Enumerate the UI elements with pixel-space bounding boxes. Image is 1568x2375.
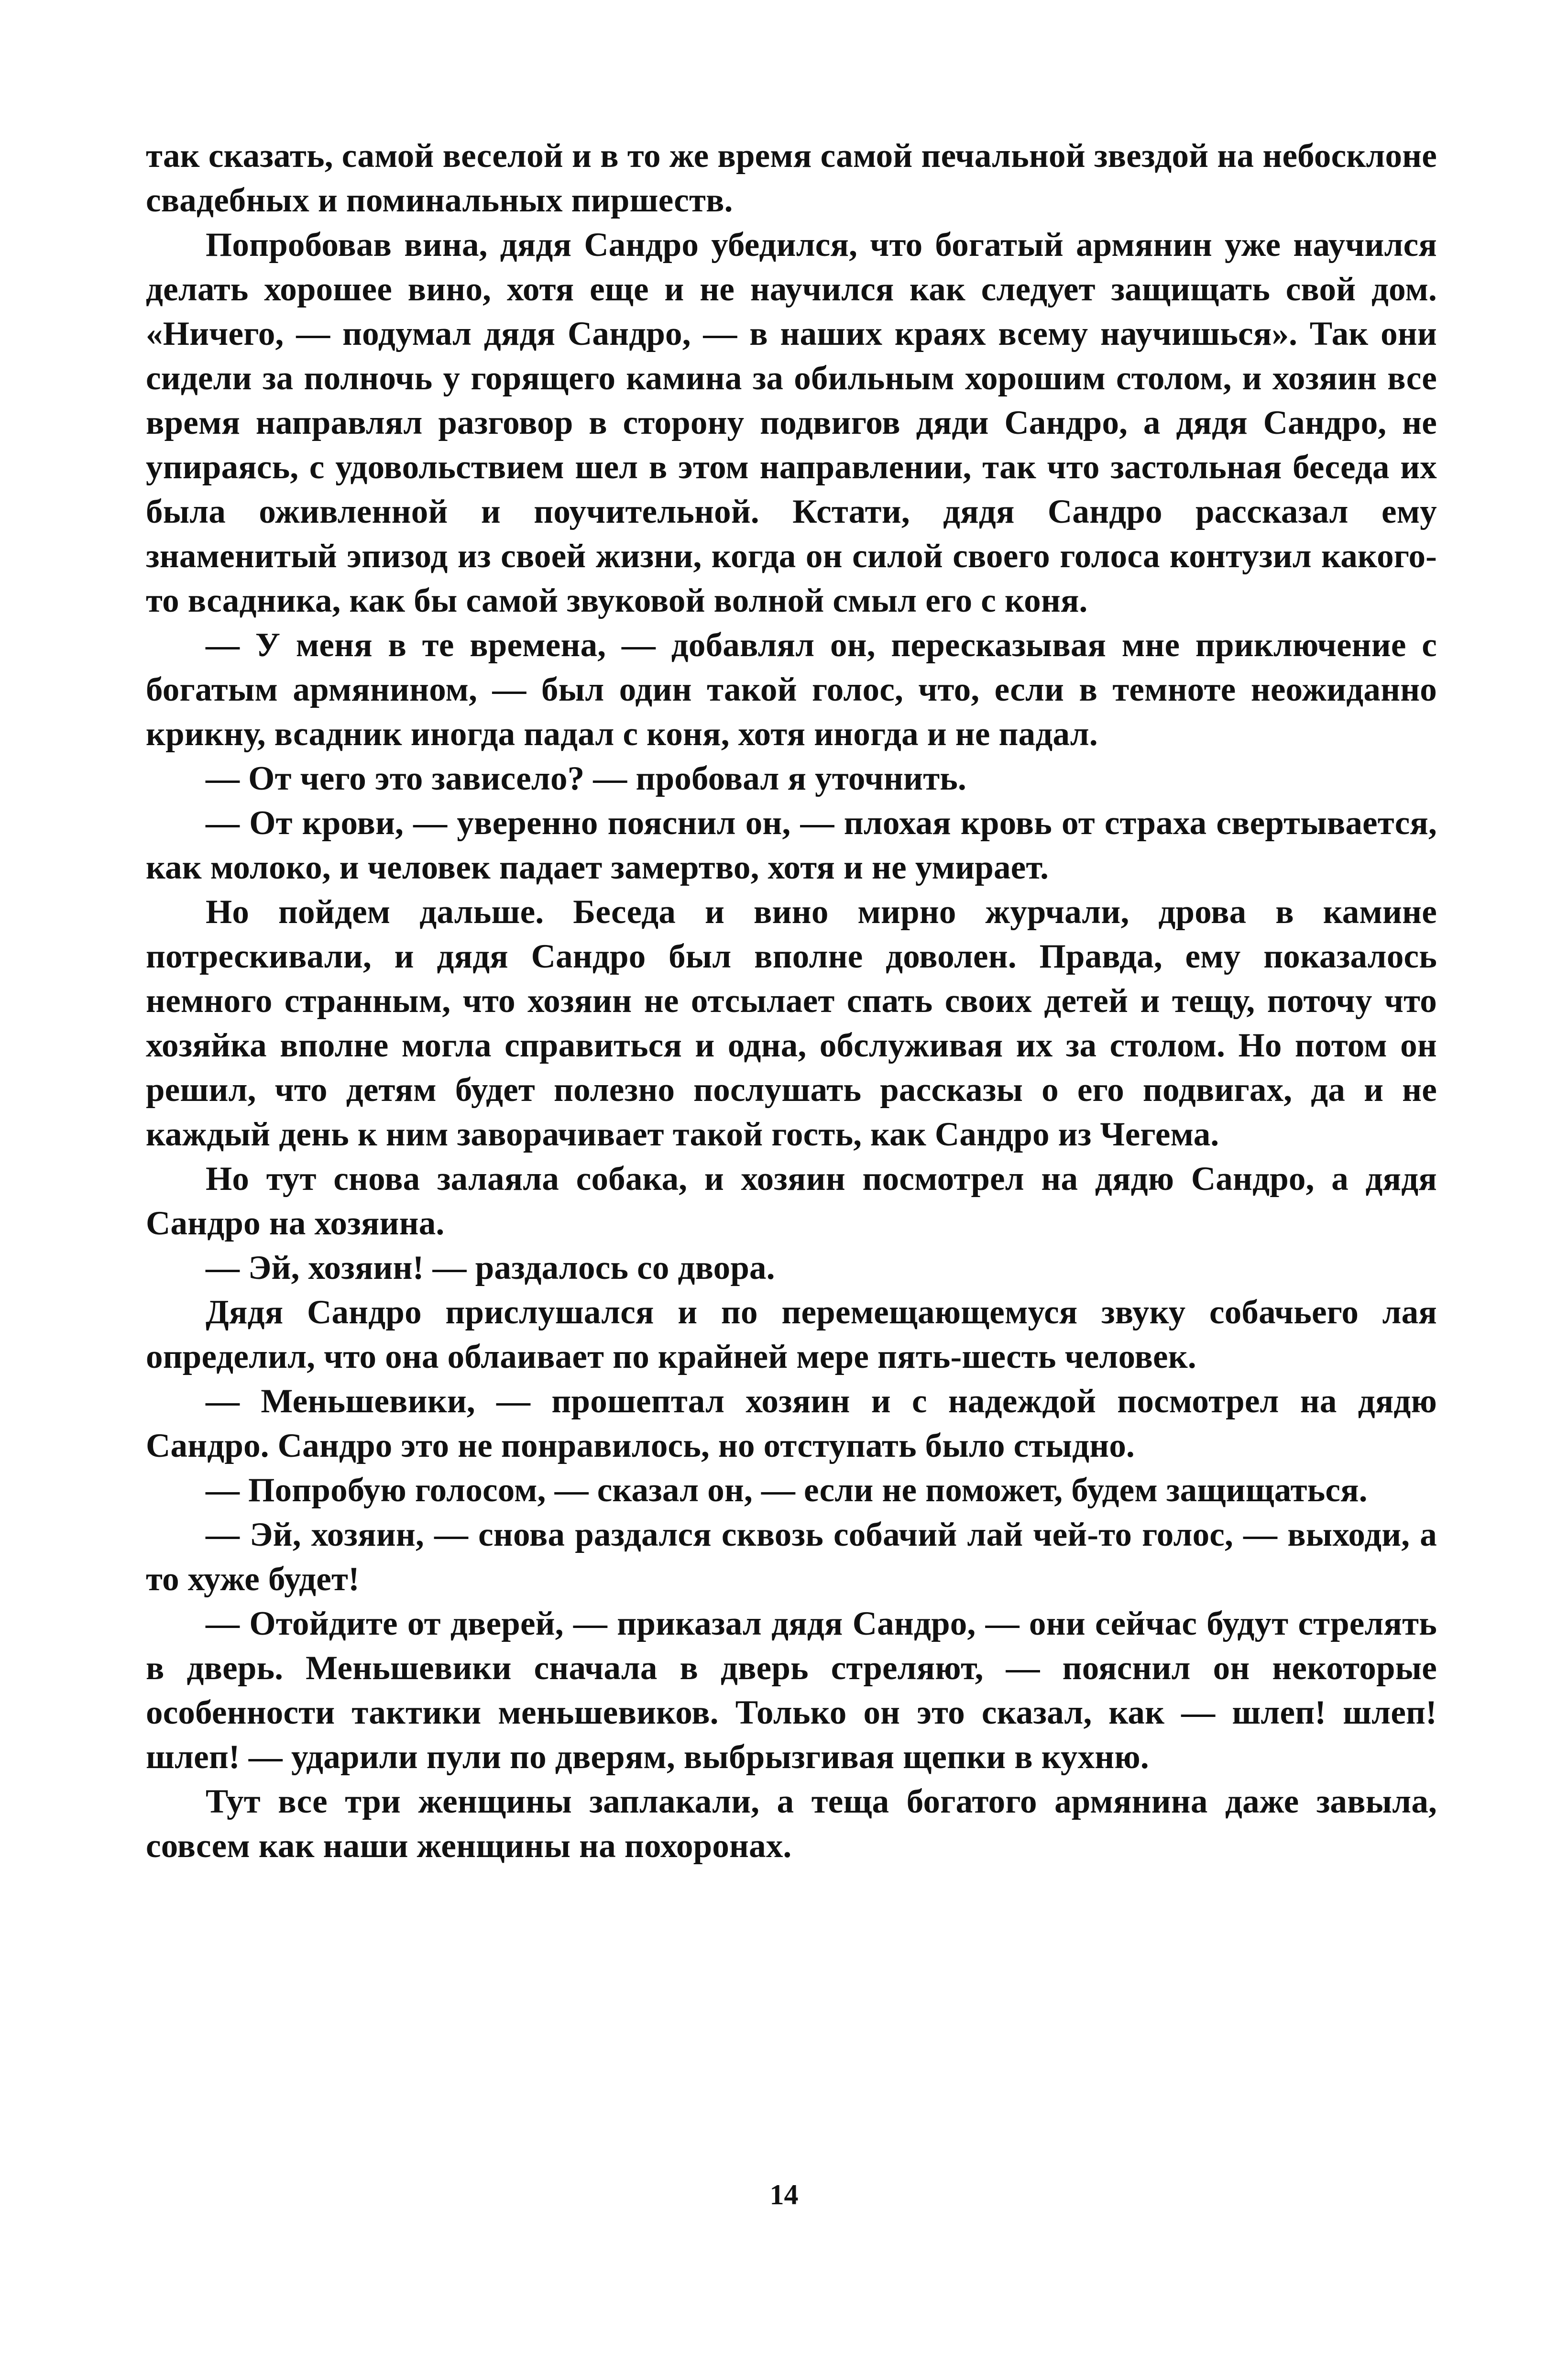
paragraph-8: — Эй, хозяин! — раздалось со двора. [206, 1249, 775, 1286]
paragraph-14: Тут все три женщины заплакали, а теща богатого армянина даже завыла, совсем как наши женщины на похоронах. [146, 1783, 1437, 1865]
paragraph-7: Но тут снова залаяла собака, и хозяин посмотрел на дядю Сандро, а дядя Сандро на хозяина. [146, 1160, 1437, 1242]
paragraph-12: — Эй, хозяин, — снова раздался сквозь собачий лай чей-то голос, — выходи, а то хуже будет! [146, 1516, 1437, 1598]
paragraph-11: — Попробую голосом, — сказал он, — если не поможет, будем защищаться. [206, 1472, 1368, 1509]
paragraph-4: — От чего это зависело? — пробовал я уточнить. [206, 760, 966, 797]
page-number: 14 [769, 2179, 799, 2210]
paragraph-1: так сказать, самой веселой и в то же время самой печальной звездой на небосклоне свадебных и поминальных пиршеств. [146, 137, 1437, 219]
paragraph-9: Дядя Сандро прислушался и по перемещающемуся звуку собачьего лая определил, что она облаивает по крайней мере пять-шесть человек. [146, 1294, 1437, 1375]
paragraph-13: — Отойдите от дверей, — приказал дядя Сандро, — они сейчас будут стрелять в дверь. Меньшевики сначала в дверь стреляют, — пояснил он некоторые особенности тактики меньшевиков. Только он это сказал, как — шлеп! шлеп! шлеп! — ударили пули по дверям, выбрызгивая щепки в кухню. [146, 1605, 1437, 1776]
page-body [146, 134, 1437, 1869]
paragraph-5: — От крови, — уверенно пояснил он, — плохая кровь от страха свертывается, как молоко, и человек падает замертво, хотя и не умирает. [146, 804, 1437, 886]
paragraph-3: — У меня в те времена, — добавлял он, пересказывая мне приключение с богатым армянином, — был один такой голос, что, если в темноте неожиданно крикну, всадник иногда падал с коня, хотя иногда и не падал. [146, 627, 1437, 753]
paragraph-6: Но пойдем дальше. Беседа и вино мирно журчали, дрова в камине потрескивали, и дядя Сандро был вполне доволен. Правда, ему показалось немного странным, что хозяин не отсылает спать своих детей и тещу, поточу что хозяйка вполне могла справиться и одна, обслуживая их за столом. Но потом он решил, что детям будет полезно послушать рассказы о его подвигах, да и не каждый день к ним заворачивает такой гость, как Сандро из Чегема. [146, 893, 1437, 1153]
paragraph-10: — Меньшевики, — прошептал хозяин и с надеждой посмотрел на дядю Сандро. Сандро это не понравилось, но отступать было стыдно. [146, 1383, 1437, 1464]
paragraph-2: Попробовав вина, дядя Сандро убедился, что богатый армянин уже научился делать хорошее вино, хотя еще и не научился как следует защищать свой дом. «Ничего, — подумал дядя Сандро, — в наших краях всему научишься». Так они сидели за полночь у горящего камина за обильным хорошим столом, и хозяин все время направлял разговор в сторону подвигов дяди Сандро, а дядя Сандро, не упираясь, с удовольствием шел в этом направлении, так что застольная беседа их была оживленной и поучительной. Кстати, дядя Сандро рассказал ему знаменитый эпизод из своей жизни, когда он силой своего голоса контузил какого-то всадника, как бы самой звуковой волной смыл его с коня. [146, 226, 1437, 619]
